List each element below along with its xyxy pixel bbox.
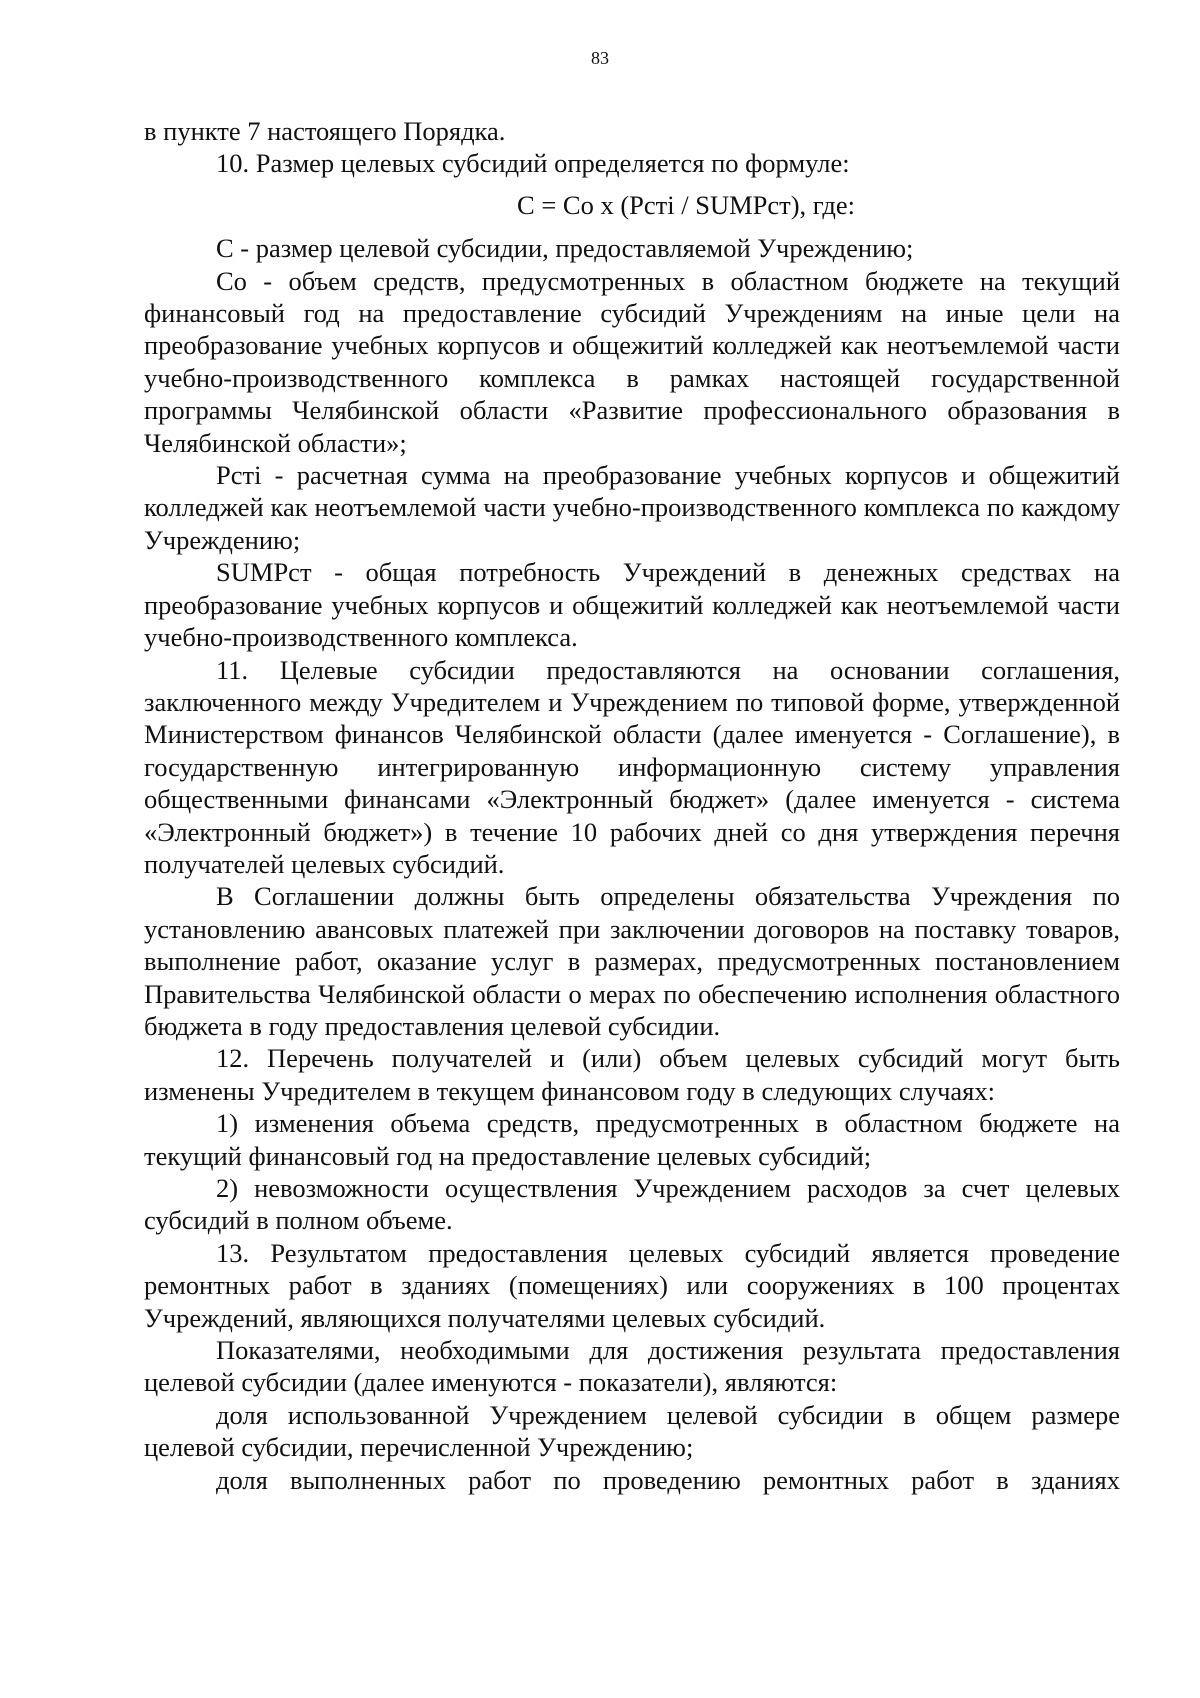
indicator-works-share: доля выполненных работ по проведению ремонтных работ в зданиях	[216, 1464, 1120, 1495]
document-body	[144, 115, 1120, 1496]
formula: С = Со х (Рсті / SUMРст), где:	[517, 189, 855, 220]
paragraph-continuation: в пункте 7 настоящего Порядка.	[144, 116, 506, 146]
paragraph-item-11: 11. Целевые субсидии предоставляются на основании соглашения, заключенного между Учредителем и Учреждением по типовой форме, утвержденной Министерством финансов Челябинской области (далее именуется - Соглашение), в государственную интегрированную информационную систему управления общественными финансами «Электронный бюджет» (далее именуется - система «Электронный бюджет») в течение 10 рабочих дней со дня утверждения перечня получателей целевых субсидий.	[144, 654, 1120, 879]
list-item-1: 1) изменения объема средств, предусмотренных в областном бюджете на текущий финансовый год на предоставление целевых субсидий;	[144, 1108, 1120, 1171]
paragraph-agreement-obligations: В Соглашении должны быть определены обязательства Учреждения по установлению авансовых платежей при заключении договоров на поставку товаров, выполнение работ, оказание услуг в размерах, предусмотренных постановлением Правительства Челябинской области о мерах по обеспечению исполнения областного бюджета в году предоставления целевой субсидии.	[144, 881, 1120, 1041]
paragraph-item-10: 10. Размер целевых субсидий определяется по формуле:	[216, 148, 850, 179]
definition-c: С - размер целевой субсидии, предоставляемой Учреждению;	[216, 233, 914, 264]
paragraph-item-12: 12. Перечень получателей и (или) объем целевых субсидий могут быть изменены Учредителем в текущем финансовом году в следующих случаях:	[144, 1043, 1120, 1106]
page-number: 83	[591, 48, 609, 68]
indicator-used-share: доля использованной Учреждением целевой субсидии в общем размере целевой субсидии, перечисленной Учреждению;	[144, 1399, 1120, 1463]
definition-rcti: Рсті - расчетная сумма на преобразование учебных корпусов и общежитий колледжей как неотъемлемой части учебно-производственного комплекса по каждому Учреждению;	[144, 460, 1120, 555]
paragraph-item-13: 13. Результатом предоставления целевых субсидий является проведение ремонтных работ в зданиях (помещениях) или сооружениях в 100 процентах Учреждений, являющихся получателями целевых субсидий.	[144, 1237, 1120, 1333]
definition-co: Со - объем средств, предусмотренных в областном бюджете на текущий финансовый год на предоставление субсидий Учреждениям на иные цели на преобразование учебных корпусов и общежитий колледжей как неотъемлемой части учебно-производственного комплекса в рамках настоящей государственной программы Челябинской области «Развитие профессионального образования в Челябинской области»;	[144, 265, 1120, 458]
paragraph-indicators: Показателями, необходимыми для достижения результата предоставления целевой субсидии (далее именуются - показатели), являются:	[144, 1335, 1120, 1398]
definition-sumrct: SUMРст - общая потребность Учреждений в денежных средствах на преобразование учебных корпусов и общежитий колледжей как неотъемлемой части учебно-производственного комплекса.	[144, 557, 1120, 653]
list-item-2: 2) невозможности осуществления Учреждением расходов за счет целевых субсидий в полном объеме.	[144, 1173, 1120, 1236]
